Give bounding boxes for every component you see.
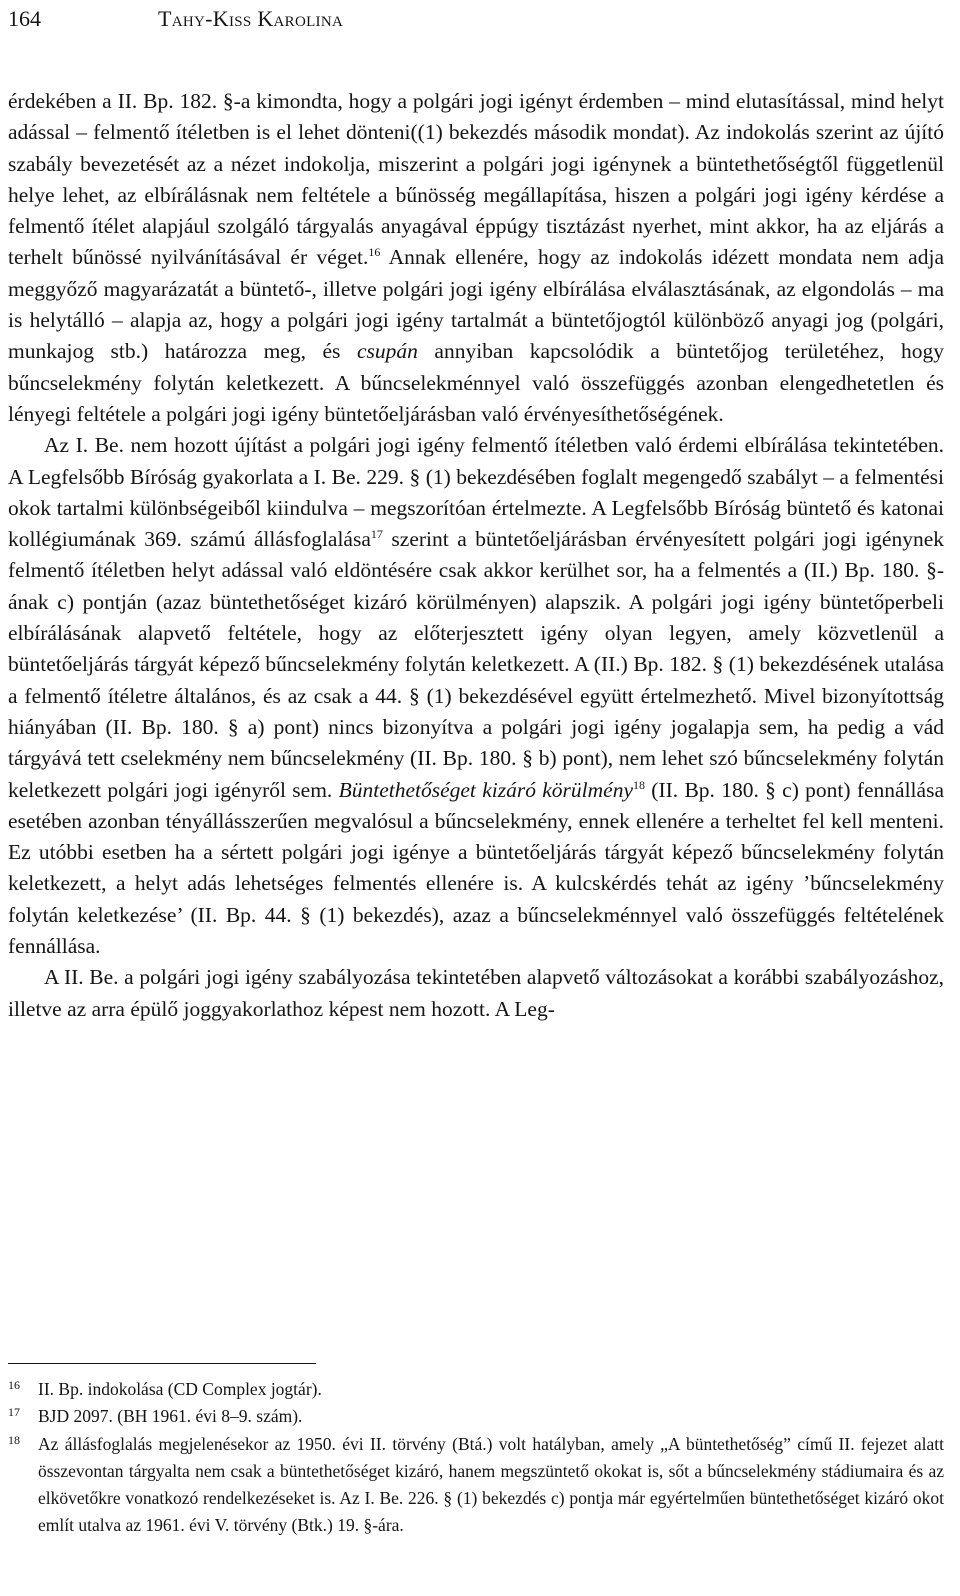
running-head: Tahy-Kiss Karolina (158, 6, 344, 31)
emphasis: csupán (356, 339, 418, 364)
page-header (8, 2, 944, 36)
footnote-number: 16 (8, 1378, 20, 1392)
paragraph-text: A II. Be. a polgári jogi igény szabályozása tekintetében alapvető változásokat a korábbi szabályozáshoz, illetve az arra épülő joggyakorlathoz képest nem hozott. A Leg- (8, 965, 944, 1021)
page-number: 164 (8, 6, 41, 31)
body-text (8, 86, 944, 1025)
paragraph-text: szerint a büntetőeljárásban érvényesített polgári jogi igénynek felmentő ítéletben helyt adással való eldöntésére csak akkor kerülhet sor, ha a felmentés a (II.) Bp. 180. §-ának c) pontján (azaz büntethetőséget kizáró körülményen) alapszik. A polgári jogi igény büntetőperbeli elbírálásának alapvető feltétele, hogy az előterjesztett igény olyan legyen, amely közvetlenül a büntetőeljárás tárgyát képező bűncselekmény folytán keletkezett. A (II.) Bp. 182. § (1) bekezdésének utalása a felmentő ítéletre általános, és az csak a 44. § (1) bekezdésével együtt értelmezhető. Mivel bizonyítottság hiányában (II. Bp. 180. § a) pont) nincs bizonyítva a polgári jogi igény jogalapja sem, ha pedig a vád tárgyává tett cselekmény nem bűncselekmény (II. Bp. 180. § b) pont), nem lehet szó bűncselekmény folytán keletkezett polgári jogi igényről sem. (8, 527, 945, 802)
footnote-ref-17: 17 (370, 527, 383, 542)
footnote-18 (8, 1431, 944, 1540)
paragraph-1 (8, 86, 944, 430)
footnote-ref-16: 16 (368, 245, 381, 260)
footnote-17 (8, 1403, 944, 1430)
paragraph-2 (8, 430, 944, 962)
footnote-text: BJD 2097. (BH 1961. évi 8–9. szám). (38, 1406, 303, 1427)
footnote-ref-18: 18 (633, 777, 645, 792)
footnote-separator (8, 1363, 316, 1364)
footnote-text: II. Bp. indokolása (CD Complex jogtár). (38, 1379, 322, 1399)
footnote-text: Az állásfoglalás megjelenésekor az 1950. évi II. törvény (Btá.) volt hatályban, amely „A büntethetőség” című II. fejezet alatt összevontan tárgyalta nem csak a büntethetőséget kizáró, hanem megszüntető okokat is, sőt a bűncselekmény stádiumaira és az elkövetőkre vonatkozó rendelkezéseket is. Az I. Be. 226. § (1) bekezdés c) pontja már egyértelműen büntethetőséget kizáró okot említ utalva az 1961. évi V. törvény (Btk.) 19. §-ára. (38, 1433, 944, 1536)
emphasis: Büntethetőséget kizáró körülmény (338, 777, 633, 802)
footnote-16 (8, 1376, 944, 1403)
footnotes (8, 1376, 944, 1540)
paragraph-3 (8, 962, 944, 1025)
paragraph-text: annyiban kapcsolódik a büntetőjog területéhez, hogy bűncselekmény folytán keletkezett. A bűncselekménnyel való összefüggés azonban elengedhetetlen és lényegi feltétele a polgári jogi igény büntetőeljárásban való érvényesíthetőségének. (8, 339, 945, 426)
paragraph-text: (II. Bp. 180. § c) pont) fennállása esetében azonban tényállásszerűen megvalósul a bűncselekmény, ennek ellenére a terheltet fel kell menteni. Ez utóbbi esetben ha a sértett polgári jogi igénye a büntetőeljárás tárgyát képező bűncselekmény folytán keletkezett, a helyt adás lehetséges felmentés ellenére is. A kulcskérdés tehát az igény ’bűncselekmény folytán keletkezése’ (II. Bp. 44. § (1) bekezdés), azaz a bűncselekménnyel való összefüggés feltételének fennállása. (8, 777, 944, 959)
paragraph-text: Annak ellenére, hogy az indokolás idézett mondata nem adja meggyőző magyarázatát a büntető-, illetve polgári jogi igény elbírálása elválasztásának, az elgondolás – ma is helytálló – alapja az, hogy a polgári jogi igény tartalmát a büntetőjogtól különböző anyagi jog (polgári, munkajog stb.) határozza meg, és (8, 245, 944, 364)
paragraph-text: Az I. Be. nem hozott újítást a polgári jogi igény felmentő ítéletben való érdemi elbírálása tekintetében. A Legfelsőbb Bíróság gyakorlata a I. Be. 229. § (1) bekezdésében foglalt megengedő szabályt – a felmentési okok tartalmi különbségeiből kiindulva – megszorítóan értelmezte. A Legfelsőbb Bíróság büntető és katonai kollégiumának 369. számú állásfoglalása (8, 433, 944, 552)
footnote-number: 17 (8, 1405, 20, 1420)
paragraph-text: érdekében a II. Bp. 182. §-a kimondta, hogy a polgári jogi igényt érdemben – mind elutasítással, mind helyt adással – felmentő ítéletben is el lehet dönteni((1) bekezdés második mondat). Az indokolás szerint az újító szabály bevezetését az a nézet indokolja, miszerint a polgári jogi igénynek a büntethetőségtől függetlenül helye lehet, az elbírálásnak nem feltétele a bűnösség megállapítása, hiszen a polgári jogi igény kérdése a felmentő ítélet alapjául szolgáló tárgyalás anyagával éppúgy tisztázást nyerhet, mint akkor, ha az eljárás a terhelt bűnössé nyilvánításával ér véget. (8, 89, 944, 270)
footnote-number: 18 (8, 1432, 20, 1447)
